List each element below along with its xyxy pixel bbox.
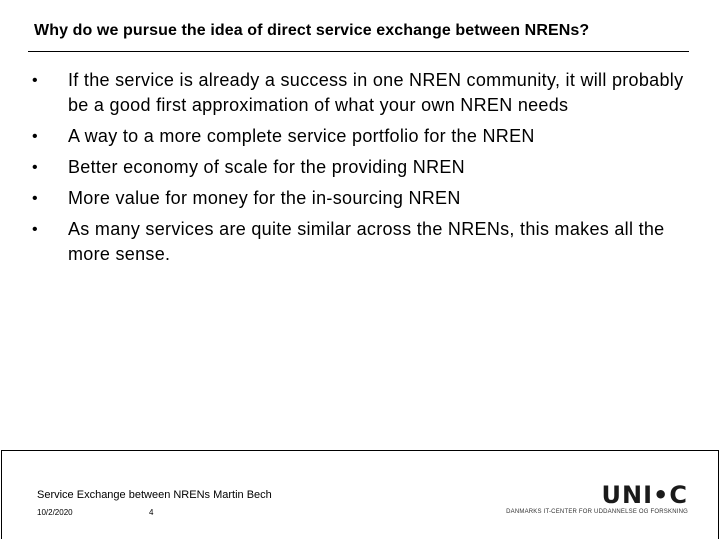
bullet-marker: •: [32, 128, 38, 145]
bullet-text: A way to a more complete service portfolio for the NREN: [68, 126, 535, 146]
bullet-marker: •: [32, 190, 38, 207]
bullet-item: [30, 155, 690, 180]
bullet-item: [30, 217, 690, 267]
bullet-text: As many services are quite similar across the NRENs, this makes all the more sense.: [68, 219, 665, 264]
bullet-text: Better economy of scale for the providing NREN: [68, 157, 465, 177]
bullet-item: [30, 124, 690, 149]
logo-wordmark: UNI•C: [601, 481, 688, 509]
logo-tagline: DANMARKS IT-CENTER FOR UDDANNELSE OG FORSKNING: [506, 509, 688, 515]
bullet-marker: •: [32, 159, 38, 176]
bullet-marker: •: [32, 72, 38, 89]
slide-title: Why do we pursue the idea of direct service exchange between NRENs?: [34, 22, 590, 39]
bullet-marker: •: [32, 221, 38, 238]
bullet-list: [30, 68, 690, 273]
bullet-text: If the service is already a success in one NREN community, it will probably be a good first approximation of what your own NREN needs: [68, 70, 684, 115]
bullet-text: More value for money for the in-sourcing NREN: [68, 188, 461, 208]
footer-date: 10/2/2020: [37, 508, 73, 517]
page-number: 4: [149, 508, 154, 517]
uni-c-logo: [506, 481, 690, 517]
title-divider: [28, 51, 689, 52]
footer-caption: Service Exchange between NRENs Martin Bech: [37, 489, 272, 501]
bullet-item: [30, 186, 690, 211]
bullet-item: [30, 68, 690, 118]
